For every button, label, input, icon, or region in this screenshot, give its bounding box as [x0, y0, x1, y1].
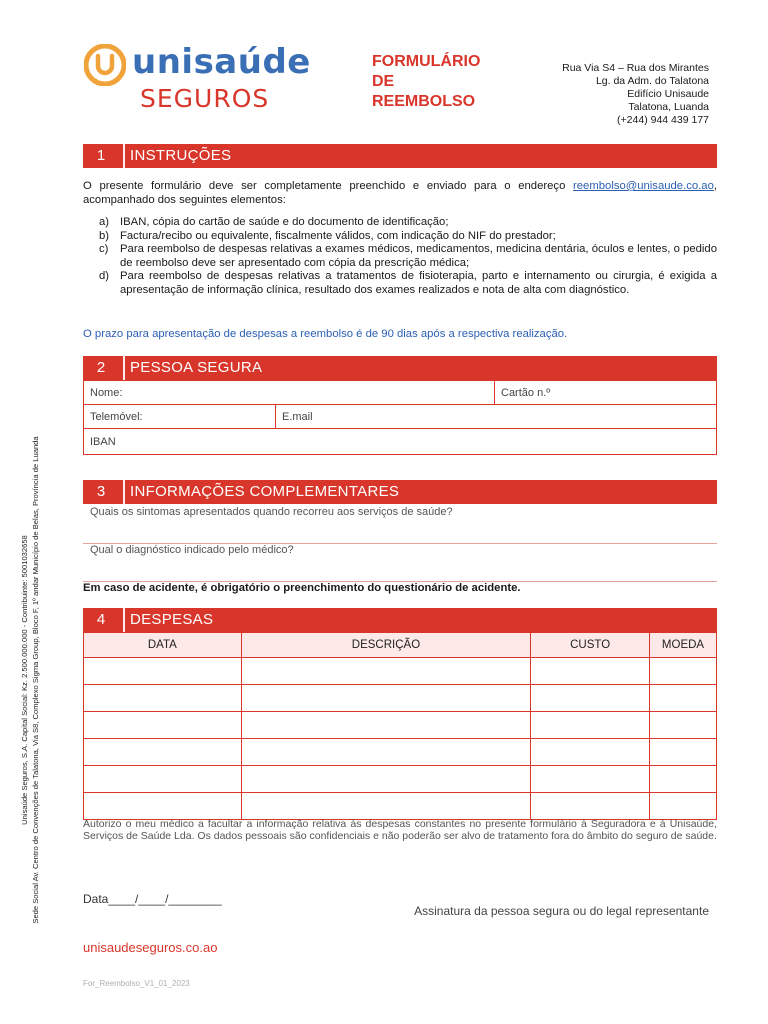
cost-cell[interactable] — [531, 658, 650, 685]
name-field[interactable] — [83, 380, 495, 405]
date-cell[interactable] — [84, 685, 242, 712]
date-field[interactable]: Data____/____/________ — [83, 892, 222, 906]
currency-cell[interactable] — [650, 712, 717, 739]
cost-cell[interactable] — [531, 793, 650, 820]
date-cell[interactable] — [84, 658, 242, 685]
column-header-currency: MOEDA — [650, 633, 717, 658]
expenses-table — [83, 632, 717, 820]
currency-cell[interactable] — [650, 658, 717, 685]
section-title: INFORMAÇÕES COMPLEMENTARES — [130, 483, 400, 500]
currency-cell[interactable] — [650, 766, 717, 793]
unisaude-logo-icon — [84, 44, 126, 86]
section-number: 3 — [96, 483, 106, 500]
section-header-insured — [83, 356, 717, 380]
form-title — [372, 52, 480, 112]
table-row — [84, 766, 717, 793]
form-code: For_Reembolso_V1_01_2023 — [83, 979, 190, 988]
section-number: 1 — [96, 147, 106, 164]
cost-cell[interactable] — [531, 685, 650, 712]
brand-name: unisaúde — [132, 42, 311, 82]
diagnosis-question: Qual o diagnóstico indicado pelo médico? — [90, 544, 294, 556]
currency-cell[interactable] — [650, 739, 717, 766]
card-number-field[interactable] — [494, 380, 717, 405]
section-number: 4 — [96, 611, 106, 628]
instructions-list — [83, 216, 717, 297]
section-header-expenses — [83, 608, 717, 632]
date-cell[interactable] — [84, 712, 242, 739]
cost-cell[interactable] — [531, 766, 650, 793]
list-item: a) IBAN, cópia do cartão de saúde e do documento de identificação; — [99, 216, 449, 228]
brand-subtitle: SEGUROS — [140, 84, 270, 113]
company-address — [562, 62, 709, 127]
section-header-complementary — [83, 480, 717, 504]
authorization-text: Autorizo o meu médico a facultar a informação relativa às despesas constantes no presente formulário à Seguradora e à Unisaúde, Serviços de Saúde Lda. Os dados pessoais são confidenciais e não poderão ser alvo de tratamento fora do âmbito do seguro de saúde. — [83, 818, 717, 842]
list-item: d) Para reembolso de despesas relativas a tratamentos de fisioterapia, parto e internamento ou cirurgia, é exigida a apresentação de informação clínica, resultado dos exames realizados e nota de alta com diagnóstico. — [99, 270, 717, 296]
email-field[interactable] — [275, 404, 717, 429]
table-row — [84, 685, 717, 712]
cost-cell[interactable] — [531, 712, 650, 739]
legal-sidenote — [20, 360, 41, 1000]
phone-label: Telemóvel: — [90, 411, 143, 423]
card-label: Cartão n.º — [501, 387, 551, 399]
signature-label: Assinatura da pessoa segura ou do legal representante — [414, 904, 709, 918]
table-header-row — [84, 633, 717, 658]
legal-line: Unisaúde Seguros, S.A. Capital Social: Kz. 2.500.000.000 - Contribuinte: 5001032658 — [20, 535, 29, 825]
iban-field[interactable] — [83, 428, 717, 455]
currency-cell[interactable] — [650, 793, 717, 820]
column-header-date: DATA — [84, 633, 242, 658]
form-title-line: DE — [372, 73, 395, 90]
website-link[interactable]: unisaudeseguros.co.ao — [83, 940, 218, 955]
section-title: DESPESAS — [130, 611, 214, 628]
column-header-description: DESCRIÇÃO — [241, 633, 531, 658]
section-title: INSTRUÇÕES — [130, 147, 232, 164]
date-cell[interactable] — [84, 766, 242, 793]
instructions-intro: O presente formulário deve ser completamente preenchido e enviado para o endereço reembolso@unisaude.co.ao, acompanhado dos seguintes elementos: — [83, 180, 717, 206]
table-row — [84, 658, 717, 685]
date-cell[interactable] — [84, 739, 242, 766]
table-row — [84, 793, 717, 820]
list-item: b) Factura/recibo ou equivalente, fiscalmente válidos, com indicação do NIF do prestador; — [99, 229, 556, 242]
date-cell[interactable] — [84, 793, 242, 820]
email-link[interactable]: reembolso@unisaude.co.ao — [573, 180, 714, 192]
cost-cell[interactable] — [531, 739, 650, 766]
list-item: c) Para reembolso de despesas relativas a exames médicos, medicamentos, medicina dentária, óculos e lentes, o pedido de reembolso deve ser apresentado com cópia da prescrição médica; — [99, 243, 717, 269]
legal-line: Sede Social Av. Centro de Convenções de Talatona, Via S8, Complexo Sigma Group, Bloco F, 1º andar Município de Belas, Província de Luanda — [30, 436, 40, 924]
phone-field[interactable] — [83, 404, 276, 429]
address-line: Rua Via S4 – Rua dos Mirantes — [562, 62, 709, 74]
section-header-instructions — [83, 144, 717, 168]
description-cell[interactable] — [241, 739, 531, 766]
description-cell[interactable] — [241, 766, 531, 793]
table-row — [84, 712, 717, 739]
description-cell[interactable] — [241, 685, 531, 712]
section-number: 2 — [96, 359, 106, 376]
description-cell[interactable] — [241, 793, 531, 820]
name-label: Nome: — [90, 387, 123, 399]
table-row — [84, 739, 717, 766]
phone-number: (+244) 944 439 177 — [617, 114, 709, 126]
accident-notice: Em caso de acidente, é obrigatório o preenchimento do questionário de acidente. — [83, 582, 521, 594]
address-line: Lg. da Adm. do Talatona — [595, 75, 709, 87]
description-cell[interactable] — [241, 712, 531, 739]
currency-cell[interactable] — [650, 685, 717, 712]
section-title: PESSOA SEGURA — [130, 359, 263, 376]
form-title-line: REEMBOLSO — [372, 93, 476, 110]
deadline-note: O prazo para apresentação de despesas a reembolso é de 90 dias após a respectiva realização. — [83, 328, 568, 340]
email-label: E.mail — [282, 411, 313, 423]
form-title-line: FORMULÁRIO — [372, 53, 481, 70]
address-line: Talatona, Luanda — [628, 101, 709, 113]
column-header-cost: CUSTO — [531, 633, 650, 658]
symptoms-question: Quais os sintomas apresentados quando recorreu aos serviços de saúde? — [90, 506, 453, 518]
iban-label: IBAN — [90, 436, 116, 448]
description-cell[interactable] — [241, 658, 531, 685]
address-line: Edifício Unisaude — [627, 88, 709, 100]
